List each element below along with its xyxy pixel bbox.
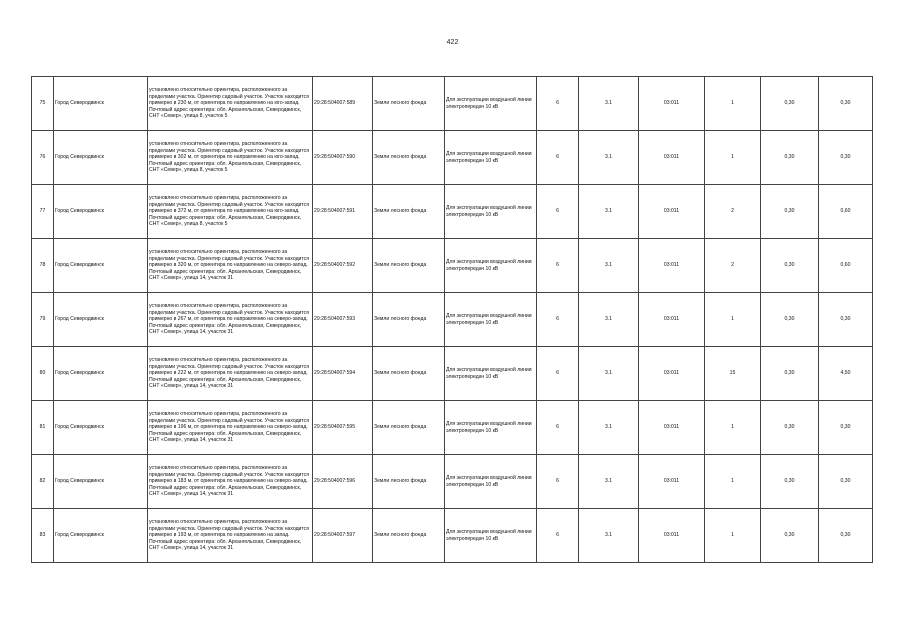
column-7-cell: 6	[537, 77, 579, 131]
table-row	[32, 455, 873, 509]
table-row	[32, 509, 873, 563]
table-row	[32, 401, 873, 455]
column-8-cell: 3.1	[579, 455, 639, 509]
column-11-cell: 0,30	[761, 131, 819, 185]
column-8-cell: 3.1	[579, 509, 639, 563]
land-category-cell: Земли лесного фонда	[373, 131, 445, 185]
location-description-cell: установлено относительно ориентира, расположенного за пределами участка. Ориентир садовый участок. Участок находится примерно в 230 м, от ориентира по направлению на юго-запад. Почтовый адрес ориентира: обл. Архангельская, Северодвинск, СНТ «Север», улица 8, участок 5	[148, 77, 313, 131]
cadastral-number-cell: 29:28:504007:597	[313, 509, 373, 563]
table-row	[32, 185, 873, 239]
column-8-cell: 3.1	[579, 185, 639, 239]
municipality-cell: Город Северодвинск	[54, 131, 148, 185]
column-12-cell: 0,30	[819, 293, 873, 347]
municipality-cell: Город Северодвинск	[54, 509, 148, 563]
row-number: 76	[32, 131, 54, 185]
municipality-cell: Город Северодвинск	[54, 401, 148, 455]
column-12-cell: 0,60	[819, 239, 873, 293]
permitted-use-cell: Для эксплуатации воздушной линии электропередач 10 кВ	[445, 131, 537, 185]
column-8-cell: 3.1	[579, 347, 639, 401]
permitted-use-cell: Для эксплуатации воздушной линии электропередач 10 кВ	[445, 185, 537, 239]
column-12-cell: 0,30	[819, 509, 873, 563]
cadastral-number-cell: 29:28:504007:593	[313, 293, 373, 347]
row-number: 80	[32, 347, 54, 401]
column-9-cell: 03:011	[639, 509, 705, 563]
municipality-cell: Город Северодвинск	[54, 185, 148, 239]
permitted-use-cell: Для эксплуатации воздушной линии электропередач 10 кВ	[445, 293, 537, 347]
land-category-cell: Земли лесного фонда	[373, 455, 445, 509]
column-11-cell: 0,30	[761, 509, 819, 563]
column-11-cell: 0,30	[761, 401, 819, 455]
cadastral-number-cell: 29:28:504007:592	[313, 239, 373, 293]
land-category-cell: Земли лесного фонда	[373, 509, 445, 563]
location-description-cell: установлено относительно ориентира, расположенного за пределами участка. Ориентир садовый участок. Участок находится примерно в 302 м, от ориентира по направлению на юго-запад. Почтовый адрес ориентира: обл. Архангельская, Северодвинск, СНТ «Север», улица 8, участок 5	[148, 131, 313, 185]
column-10-cell: 1	[705, 293, 761, 347]
column-10-cell: 1	[705, 77, 761, 131]
column-9-cell: 03:011	[639, 293, 705, 347]
column-10-cell: 15	[705, 347, 761, 401]
table-body	[32, 77, 873, 563]
column-10-cell: 2	[705, 239, 761, 293]
table-row	[32, 131, 873, 185]
column-11-cell: 0,30	[761, 185, 819, 239]
column-9-cell: 03:011	[639, 401, 705, 455]
location-description-cell: установлено относительно ориентира, расположенного за пределами участка. Ориентир садовый участок. Участок находится примерно в 193 м, от ориентира по направлению на запад. Почтовый адрес ориентира: обл. Архангельская, Северодвинск, СНТ «Север», улица 14, участок 31	[148, 509, 313, 563]
column-8-cell: 3.1	[579, 131, 639, 185]
column-11-cell: 0,30	[761, 347, 819, 401]
column-9-cell: 03:011	[639, 455, 705, 509]
column-9-cell: 03:011	[639, 185, 705, 239]
column-7-cell: 6	[537, 239, 579, 293]
table-row	[32, 293, 873, 347]
municipality-cell: Город Северодвинск	[54, 455, 148, 509]
cadastral-number-cell: 29:28:504007:596	[313, 455, 373, 509]
row-number: 81	[32, 401, 54, 455]
column-7-cell: 6	[537, 455, 579, 509]
column-12-cell: 0,30	[819, 131, 873, 185]
column-11-cell: 0,30	[761, 239, 819, 293]
column-12-cell: 0,60	[819, 185, 873, 239]
column-12-cell: 0,30	[819, 455, 873, 509]
land-category-cell: Земли лесного фонда	[373, 185, 445, 239]
column-9-cell: 03:011	[639, 347, 705, 401]
municipality-cell: Город Северодвинск	[54, 239, 148, 293]
column-8-cell: 3.1	[579, 401, 639, 455]
location-description-cell: установлено относительно ориентира, расположенного за пределами участка. Ориентир садовый участок. Участок находится примерно в 320 м, от ориентира по направлению на северо-запад. Почтовый адрес ориентира: обл. Архангельская, Северодвинск, СНТ «Север», улица 14, участок 31	[148, 239, 313, 293]
column-10-cell: 2	[705, 185, 761, 239]
land-registry-table	[31, 76, 873, 563]
land-category-cell: Земли лесного фонда	[373, 401, 445, 455]
page-number: 422	[446, 39, 459, 46]
column-10-cell: 1	[705, 131, 761, 185]
municipality-cell: Город Северодвинск	[54, 77, 148, 131]
row-number: 82	[32, 455, 54, 509]
column-8-cell: 3.1	[579, 239, 639, 293]
row-number: 79	[32, 293, 54, 347]
row-number: 78	[32, 239, 54, 293]
column-8-cell: 3.1	[579, 293, 639, 347]
permitted-use-cell: Для эксплуатации воздушной линии электропередач 10 кВ	[445, 509, 537, 563]
column-12-cell: 4,50	[819, 347, 873, 401]
cadastral-number-cell: 29:28:504007:595	[313, 401, 373, 455]
column-7-cell: 6	[537, 293, 579, 347]
column-11-cell: 0,30	[761, 455, 819, 509]
cadastral-number-cell: 29:28:504007:589	[313, 77, 373, 131]
column-7-cell: 6	[537, 185, 579, 239]
land-category-cell: Земли лесного фонда	[373, 77, 445, 131]
column-12-cell: 0,30	[819, 77, 873, 131]
cadastral-number-cell: 29:28:504007:594	[313, 347, 373, 401]
column-12-cell: 0,30	[819, 401, 873, 455]
column-7-cell: 6	[537, 131, 579, 185]
row-number: 77	[32, 185, 54, 239]
column-11-cell: 0,30	[761, 293, 819, 347]
row-number: 83	[32, 509, 54, 563]
table-row	[32, 239, 873, 293]
column-10-cell: 1	[705, 401, 761, 455]
permitted-use-cell: Для эксплуатации воздушной линии электропередач 10 кВ	[445, 401, 537, 455]
row-number: 75	[32, 77, 54, 131]
location-description-cell: установлено относительно ориентира, расположенного за пределами участка. Ориентир садовый участок. Участок находится примерно в 222 м, от ориентира по направлению на северо-запад. Почтовый адрес ориентира: обл. Архангельская, Северодвинск, СНТ «Север», улица 14, участок 31	[148, 347, 313, 401]
cadastral-number-cell: 29:28:504007:590	[313, 131, 373, 185]
location-description-cell: установлено относительно ориентира, расположенного за пределами участка. Ориентир садовый участок. Участок находится примерно в 183 м, от ориентира по направлению на северо-запад. Почтовый адрес ориентира: обл. Архангельская, Северодвинск, СНТ «Север», улица 14, участок 31	[148, 455, 313, 509]
column-7-cell: 6	[537, 509, 579, 563]
municipality-cell: Город Северодвинск	[54, 293, 148, 347]
land-category-cell: Земли лесного фонда	[373, 347, 445, 401]
municipality-cell: Город Северодвинск	[54, 347, 148, 401]
table-row	[32, 77, 873, 131]
permitted-use-cell: Для эксплуатации воздушной линии электропередач 10 кВ	[445, 347, 537, 401]
column-10-cell: 1	[705, 455, 761, 509]
location-description-cell: установлено относительно ориентира, расположенного за пределами участка. Ориентир садовый участок. Участок находится примерно в 372 м, от ориентира по направлению на юго-запад. Почтовый адрес ориентира: обл. Архангельская, Северодвинск, СНТ «Север», улица 8, участок 5	[148, 185, 313, 239]
column-11-cell: 0,30	[761, 77, 819, 131]
column-9-cell: 03:011	[639, 77, 705, 131]
column-10-cell: 1	[705, 509, 761, 563]
land-category-cell: Земли лесного фонда	[373, 293, 445, 347]
land-category-cell: Земли лесного фонда	[373, 239, 445, 293]
cadastral-number-cell: 29:28:504007:591	[313, 185, 373, 239]
table-row	[32, 347, 873, 401]
permitted-use-cell: Для эксплуатации воздушной линии электропередач 10 кВ	[445, 239, 537, 293]
column-7-cell: 6	[537, 401, 579, 455]
permitted-use-cell: Для эксплуатации воздушной линии электропередач 10 кВ	[445, 77, 537, 131]
location-description-cell: установлено относительно ориентира, расположенного за пределами участка. Ориентир садовый участок. Участок находится примерно в 267 м, от ориентира по направлению на северо-запад. Почтовый адрес ориентира: обл. Архангельская, Северодвинск, СНТ «Север», улица 14, участок 31	[148, 293, 313, 347]
location-description-cell: установлено относительно ориентира, расположенного за пределами участка. Ориентир садовый участок. Участок находится примерно в 196 м, от ориентира по направлению на северо-запад. Почтовый адрес ориентира: обл. Архангельская, Северодвинск, СНТ «Север», улица 14, участок 31	[148, 401, 313, 455]
column-7-cell: 6	[537, 347, 579, 401]
column-9-cell: 03:011	[639, 131, 705, 185]
permitted-use-cell: Для эксплуатации воздушной линии электропередач 10 кВ	[445, 455, 537, 509]
column-8-cell: 3.1	[579, 77, 639, 131]
column-9-cell: 03:011	[639, 239, 705, 293]
